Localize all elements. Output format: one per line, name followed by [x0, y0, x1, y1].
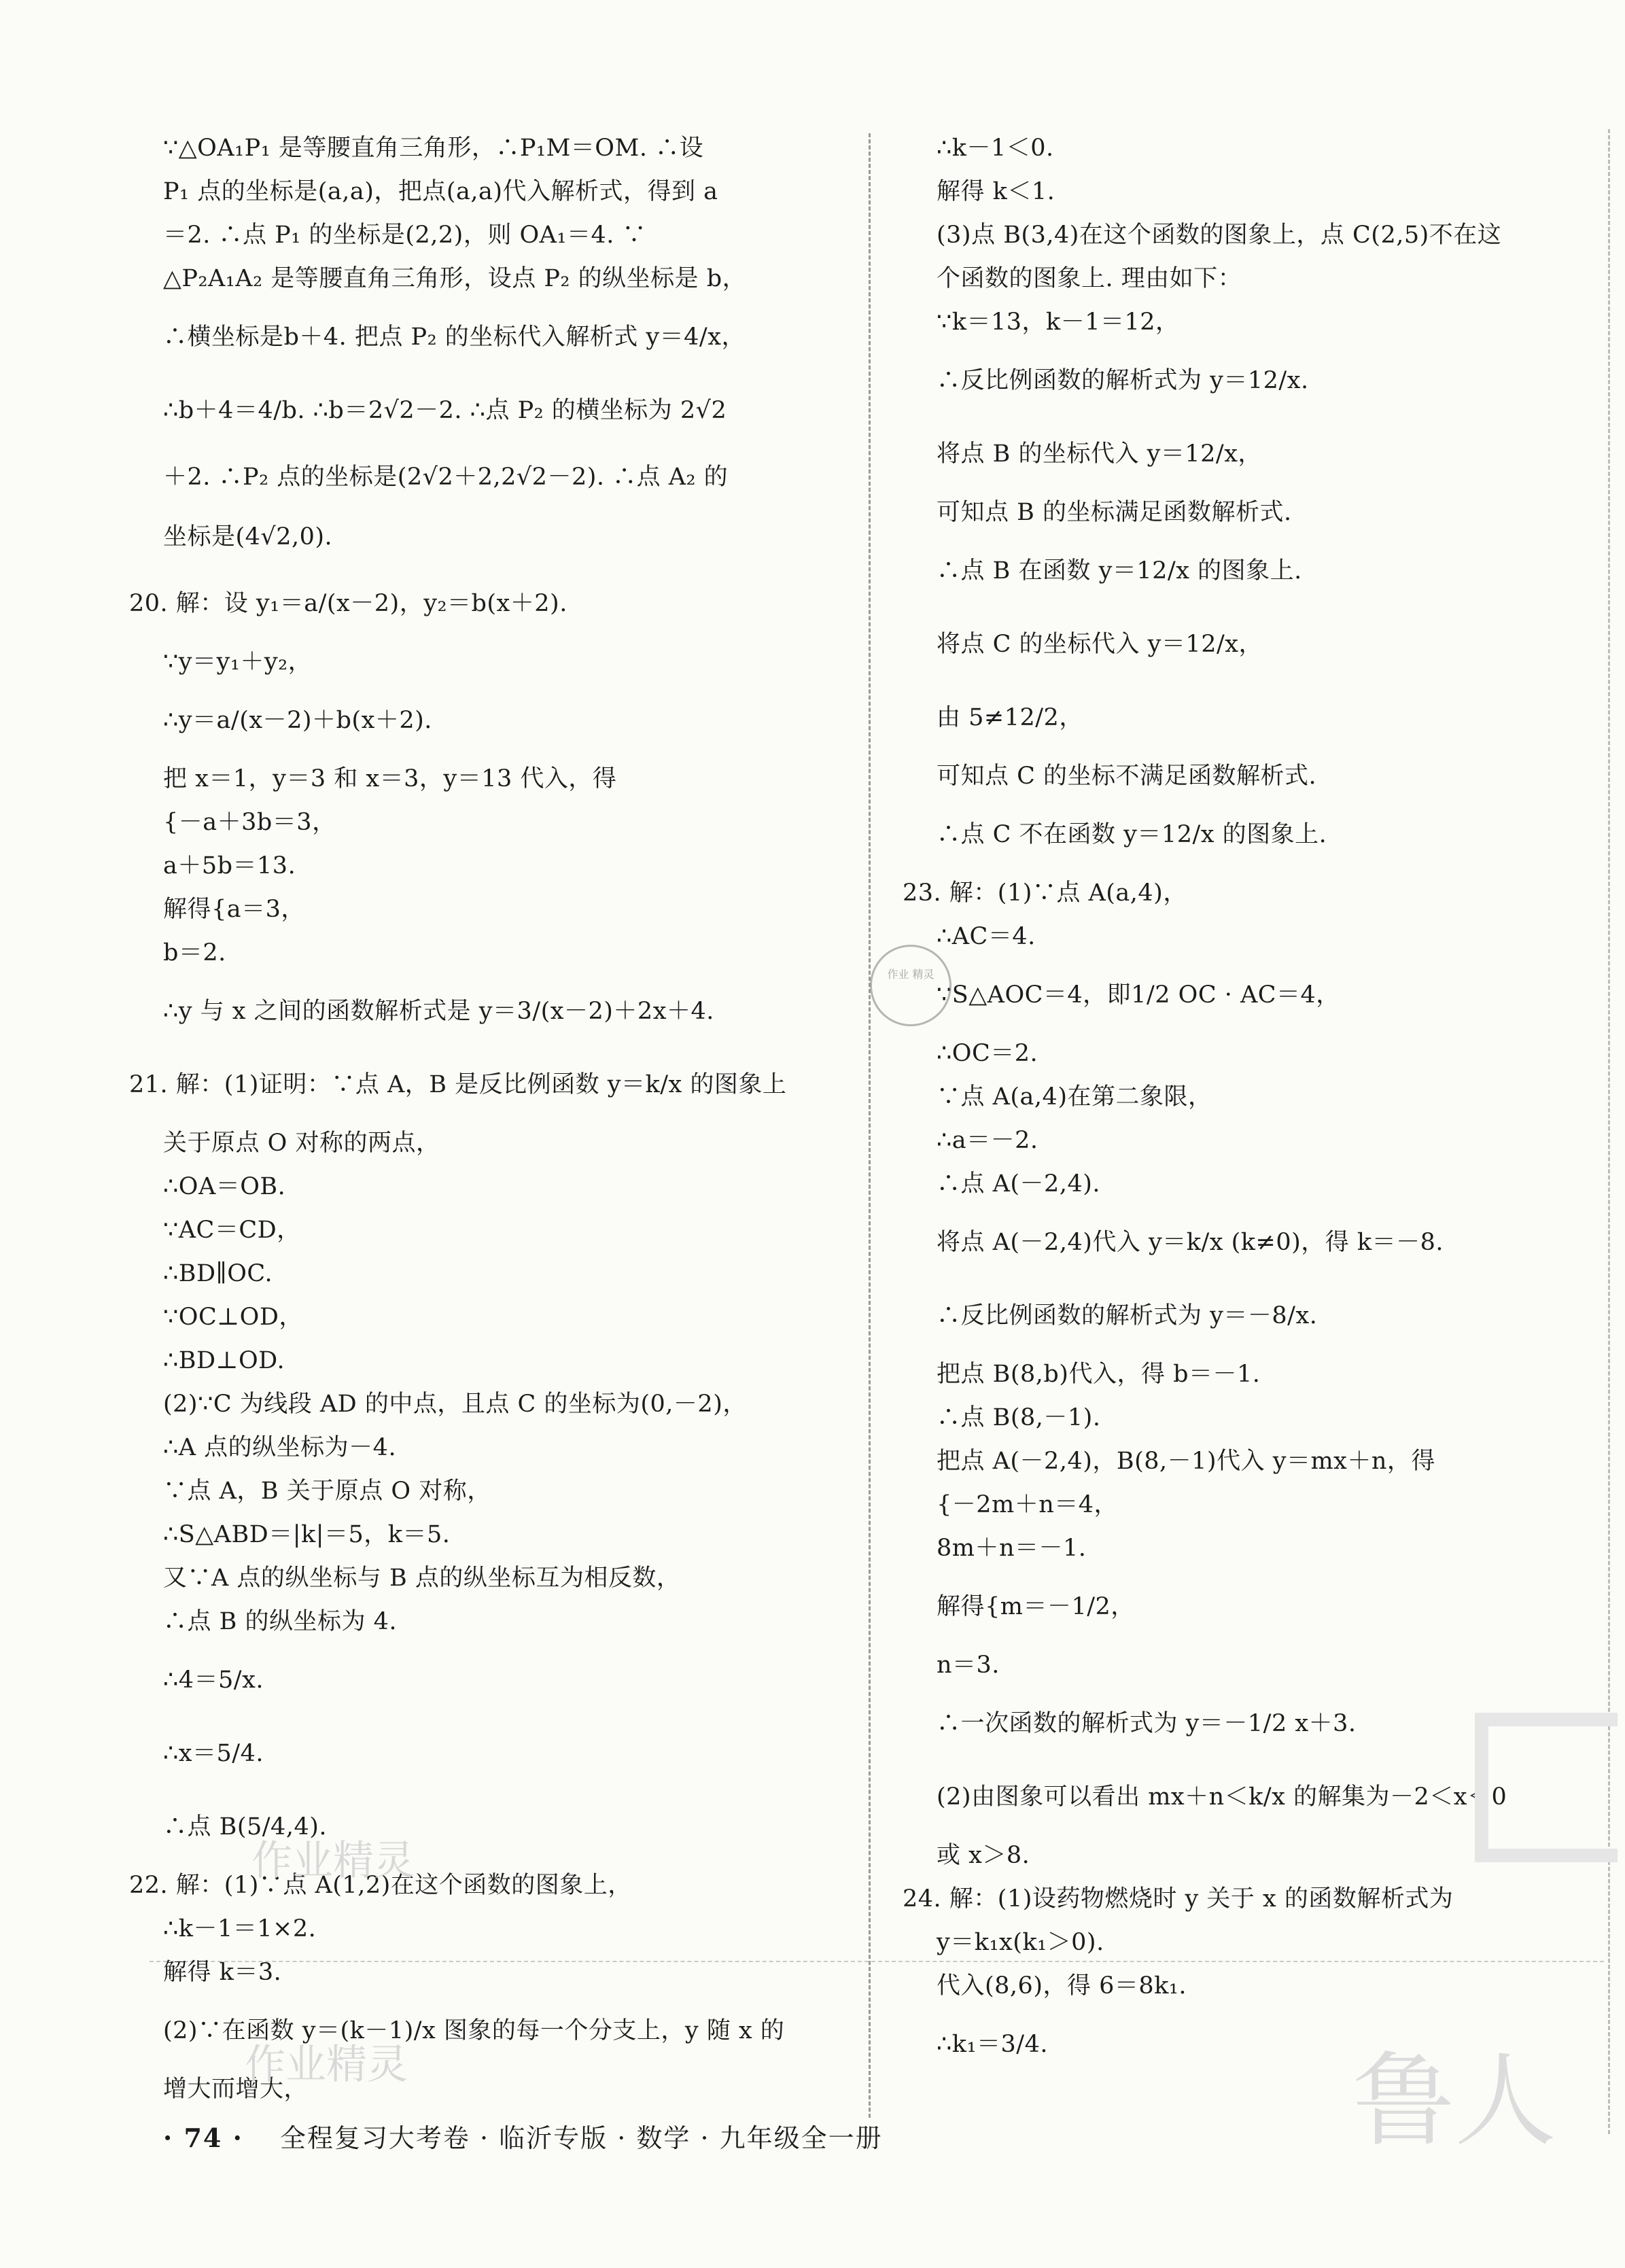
text-line: {－a＋3b＝3，: [163, 809, 336, 836]
text-line: ∴OC＝2.: [937, 1040, 1038, 1067]
text-line: ∵点 A(a,4)在第二象限，: [937, 1083, 1212, 1111]
text-line: ∴点 A(－2,4).: [937, 1170, 1100, 1198]
text-line: 由 5≠12/2，: [937, 704, 1083, 731]
page-footer: [163, 2117, 883, 2154]
text-line: ∴横坐标是b＋4. 把点 P₂ 的坐标代入解析式 y＝4/x，: [163, 324, 746, 351]
text-line: (2)∵C 为线段 AD 的中点，且点 C 的坐标为(0,－2)，: [163, 1391, 747, 1418]
text-line: ∴点 B 在函数 y＝12/x 的图象上.: [937, 557, 1302, 585]
text-line: ∵k＝13，k－1＝12，: [937, 309, 1180, 336]
text-line: ∵AC＝CD，: [163, 1217, 301, 1244]
stamp-text: 作业 精灵: [887, 968, 934, 981]
text-line: ∴点 B(8,－1).: [937, 1404, 1101, 1431]
text-line: ∴x＝5/4.: [163, 1740, 264, 1767]
text-line: n＝3.: [937, 1652, 1000, 1679]
book-title: 全程复习大考卷 · 临沂专版 · 数学 · 九年级全一册: [279, 2123, 883, 2153]
text-line: ∴反比例函数的解析式为 y＝－8/x.: [937, 1302, 1318, 1329]
text-line: ∴BD∥OC.: [163, 1260, 273, 1287]
text-line: 24. 解：(1)设药物燃烧时 y 关于 x 的函数解析式为: [903, 1885, 1454, 1913]
text-line: ∴S△ABD＝|k|＝5，k＝5.: [163, 1521, 451, 1548]
text-line: (2)∵在函数 y＝(k－1)/x 图象的每一个分支上，y 随 x 的: [163, 2017, 785, 2044]
text-line: 把 x＝1，y＝3 和 x＝3，y＝13 代入，得: [163, 765, 617, 792]
text-line: ∴点 B 的纵坐标为 4.: [163, 1608, 397, 1635]
text-line: P₁ 点的坐标是(a,a)，把点(a,a)代入解析式，得到 a: [163, 178, 718, 205]
text-line: b＝2.: [163, 939, 226, 966]
text-line: 22. 解：(1)∵点 A(1,2)在这个函数的图象上，: [129, 1872, 632, 1899]
text-line: ∴k－1＜0.: [937, 135, 1054, 162]
text-line: 可知点 B 的坐标满足函数解析式.: [937, 499, 1292, 526]
text-line: ∴反比例函数的解析式为 y＝12/x.: [937, 367, 1309, 394]
text-line: ∴点 C 不在函数 y＝12/x 的图象上.: [937, 821, 1327, 848]
text-line: 可知点 C 的坐标不满足函数解析式.: [937, 763, 1317, 790]
text-line: 又∵A 点的纵坐标与 B 点的纵坐标互为相反数，: [163, 1565, 681, 1592]
text-line: {－2m＋n＝4，: [937, 1491, 1119, 1518]
text-line: 或 x＞8.: [937, 1842, 1030, 1869]
text-line: ∴b＋4＝4/b. ∴b＝2√2－2. ∴点 P₂ 的横坐标为 2√2: [163, 397, 727, 424]
text-line: ∴k₁＝3/4.: [937, 2031, 1048, 2058]
text-line: ＋2. ∴P₂ 点的坐标是(2√2＋2,2√2－2). ∴点 A₂ 的: [163, 464, 729, 491]
text-line: ＝2. ∴点 P₁ 的坐标是(2,2)，则 OA₁＝4. ∵: [163, 222, 646, 249]
text-line: △P₂A₁A₂ 是等腰直角三角形，设点 P₂ 的纵坐标是 b，: [163, 265, 747, 292]
text-line: 增大而增大，: [163, 2076, 309, 2103]
text-line: 8m＋n＝－1.: [937, 1535, 1087, 1562]
text-line: ∴k－1＝1×2.: [163, 1915, 317, 1942]
text-line: 把点 A(－2,4)，B(8,－1)代入 y＝mx＋n，得: [937, 1448, 1435, 1475]
text-line: ∴一次函数的解析式为 y＝－1/2 x＋3.: [937, 1710, 1357, 1737]
page-number: · 74 ·: [163, 2123, 243, 2153]
text-line: 个函数的图象上. 理由如下：: [937, 265, 1242, 292]
text-line: 将点 A(－2,4)代入 y＝k/x (k≠0)，得 k＝－8.: [937, 1229, 1444, 1256]
text-line: ∵点 A，B 关于原点 O 对称，: [163, 1478, 491, 1505]
text-line: 将点 C 的坐标代入 y＝12/x，: [937, 631, 1263, 658]
text-line: ∵S△AOC＝4，即1/2 OC · AC＝4，: [937, 981, 1340, 1009]
text-line: 解得 k＜1.: [937, 178, 1055, 205]
text-line: 把点 B(8,b)代入，得 b＝－1.: [937, 1361, 1261, 1388]
text-line: 代入(8,6)，得 6＝8k₁.: [937, 1972, 1187, 2000]
text-line: ∵OC⊥OD，: [163, 1304, 303, 1331]
text-line: 20. 解：设 y₁＝a/(x－2)，y₂＝b(x＋2).: [129, 590, 567, 617]
text-line: ∴BD⊥OD.: [163, 1347, 285, 1374]
text-line: 解得{m＝－1/2，: [937, 1593, 1135, 1620]
text-line: ∴a＝－2.: [937, 1127, 1038, 1154]
faint-watermark: 作业精灵: [245, 2041, 408, 2089]
text-line: (3)点 B(3,4)在这个函数的图象上，点 C(2,5)不在这: [937, 222, 1502, 249]
corner-watermark-shape: [1475, 1713, 1618, 1862]
text-line: 坐标是(4√2,0).: [163, 523, 333, 551]
text-line: 解得 k＝3.: [163, 1959, 282, 1986]
text-line: 21. 解：(1)证明：∵点 A，B 是反比例函数 y＝k/x 的图象上: [129, 1071, 787, 1098]
text-line: ∴y＝a/(x－2)＋b(x＋2).: [163, 707, 432, 734]
text-line: ∴OA＝OB.: [163, 1173, 286, 1200]
text-line: ∴AC＝4.: [937, 923, 1036, 950]
text-line: 关于原点 O 对称的两点，: [163, 1130, 440, 1157]
left-column: [129, 126, 877, 2111]
text-line: ∵y＝y₁＋y₂，: [163, 648, 313, 676]
text-line: a＋5b＝13.: [163, 852, 296, 879]
text-line: y＝k₁x(k₁＞0).: [937, 1929, 1104, 1956]
text-line: ∴A 点的纵坐标为－4.: [163, 1434, 397, 1461]
text-line: ∴y 与 x 之间的函数解析式是 y＝3/(x－2)＋2x＋4.: [163, 998, 714, 1025]
text-line: (2)由图象可以看出 mx＋n＜k/x 的解集为－2＜x＜0: [937, 1783, 1507, 1811]
text-line: ∴4＝5/x.: [163, 1667, 264, 1694]
text-line: ∴点 B(5/4,4).: [163, 1813, 328, 1840]
faint-watermark: 作业精灵: [251, 1837, 415, 1885]
text-line: ∵△OA₁P₁ 是等腰直角三角形，∴P₁M＝OM. ∴设: [163, 135, 704, 162]
text-line: 解得{a＝3，: [163, 896, 305, 923]
corner-watermark-text: 鲁人: [1352, 2042, 1557, 2161]
stamp-logo: [870, 945, 951, 1026]
text-line: 23. 解：(1)∵点 A(a,4)，: [903, 879, 1187, 907]
text-line: 将点 B 的坐标代入 y＝12/x，: [937, 440, 1262, 468]
